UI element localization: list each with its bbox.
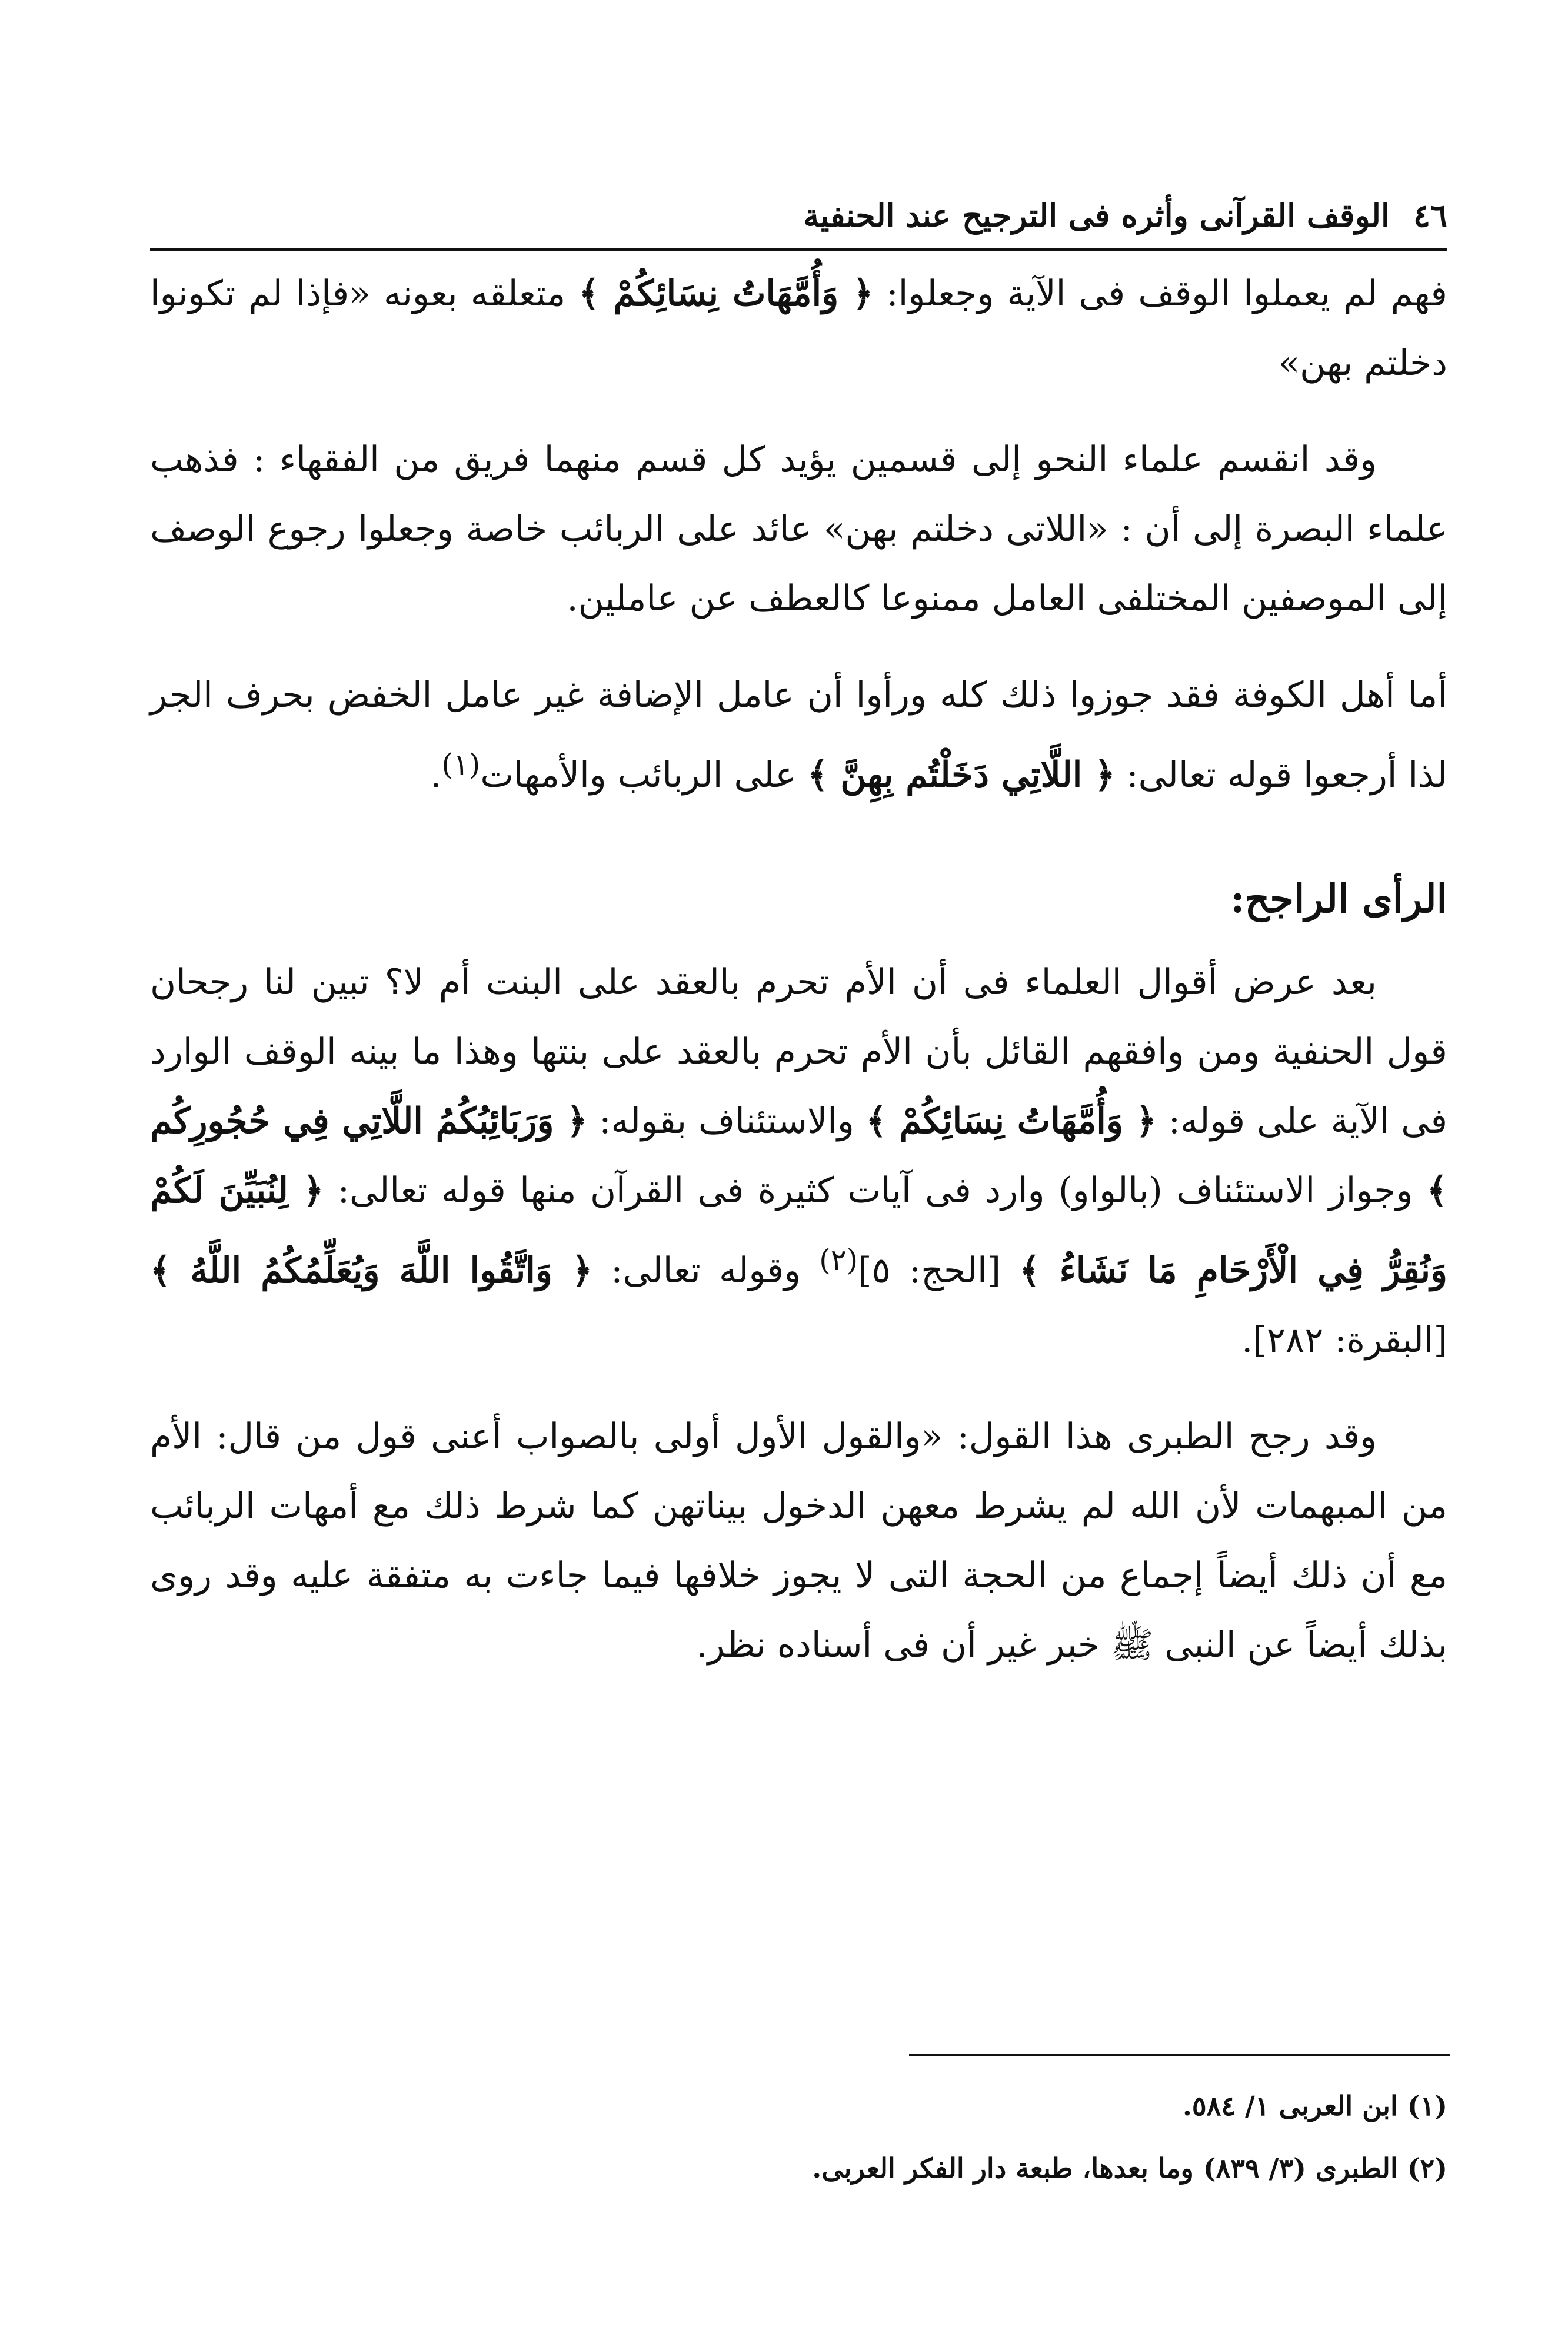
text-run: أما أهل الكوفة فقد جوزوا ذلك كله ورأوا أن عامل الإضافة غير عامل الخفض بحرف الجر لذا أرجعوا قوله تعالى: [150,674,1447,796]
quran-verse: ﴿ وَأُمَّهَاتُ نِسَائِكُمْ ﴾ [578,273,874,314]
page-number: ٤٦ [1413,196,1447,234]
footnote-divider [909,2054,1450,2056]
footnote-ref: (٢) [819,1243,858,1277]
quran-verse: ﴿ وَأُمَّهَاتُ نِسَائِكُمْ ﴾ [865,1101,1157,1142]
section-heading: الرأى الراجح: [1230,876,1447,922]
text-run: وقوله تعالى: [592,1250,820,1291]
text-run: متعلقه بعونه «فإذا لم تكونوا دخلتم بهن» [150,273,1447,384]
quran-verse: ﴿ اللَّاتِي دَخَلْتُم بِهِنَّ ﴾ [807,755,1116,796]
footnote-2: (٢) الطبرى (٣/ ٨٣٩) وما بعدها، طبعة دار الفكر العربى. [812,2152,1447,2184]
paragraph-4 [150,948,1447,1375]
quran-verse: ﴿ وَاتَّقُوا اللَّهَ وَيُعَلِّمُكُمُ اللَّهُ ﴾ [150,1250,593,1291]
text-run: والاستئناف بقوله: [587,1101,866,1142]
text-run: وجواز الاستئناف (بالواو) وارد فى آيات كثيرة فى القرآن منها قوله تعالى: [324,1170,1427,1211]
text-run: فهم لم يعملوا الوقف فى الآية وجعلوا: [873,273,1447,314]
quran-verse: ﴿ وَرَبَائِبُكُمُ اللَّاتِي فِي حُجُورِكُم ﴾ [150,1101,1447,1211]
paragraph-1 [150,259,1447,398]
paragraph-2: وقد انقسم علماء النحو إلى قسمين يؤيد كل قسم منهما فريق من الفقهاء : فذهب علماء البصرة إلى أن : «اللاتى دخلتم بهن» عائد على الربائب خاصة وجعلوا رجوع الوصف إلى الموصفين المختلفى العامل ممنوعا كالعطف عن عاملين. [150,439,1447,619]
header-divider [150,248,1447,251]
footnotes [150,2078,1447,2202]
text-run: على الربائب والأمهات [480,755,808,796]
text-run: بعد عرض أقوال العلماء فى أن الأم تحرم بالعقد على البنت أم لا؟ تبين لنا رجحان قول الحنفية ومن وافقهم القائل بأن الأم تحرم بالعقد على بنتها وهذا ما بينه الوقف الوارد فى الآية على قوله: [150,962,1447,1142]
verse-reference: [البقرة: ٢٨٢]. [1241,1320,1447,1361]
page-header [150,187,1447,243]
footnote-ref: (١) [441,747,481,782]
paragraph-5: وقد رجح الطبرى هذا القول: «والقول الأول أولى بالصواب أعنى قول من قال: الأم من المبهمات لأن الله لم يشرط معهن الدخول بيناتهن كما شرط ذلك مع أمهات الربائب مع أن ذلك أيضاً إجماع من الحجة التى لا يجوز خلافها فيما جاءت به متفقة عليه وقد روى بذلك أيضاً عن النبى ﷺ خبر غير أن فى أسناده نظر. [150,1416,1447,1666]
running-title: الوقف القرآنى وأثره فى الترجيح عند الحنفية [803,196,1390,234]
body-text [150,259,1447,1707]
verse-reference: [الحج: ٥] [858,1250,1020,1291]
text-run: . [430,755,442,796]
quran-verse: ﴿ لِنُبَيِّنَ لَكُمْ وَنُقِرُّ فِي الْأَرْحَامِ مَا نَشَاءُ ﴾ [150,1170,1448,1291]
footnote-1: (١) ابن العربى ١/ ٥٨٤. [1182,2090,1447,2122]
paragraph-3 [150,660,1447,810]
